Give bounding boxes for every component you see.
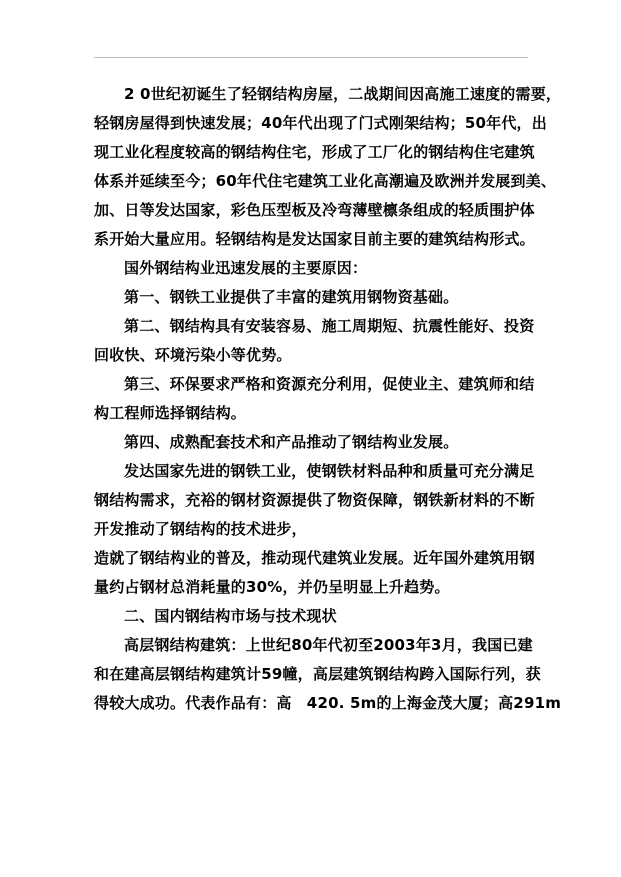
text-line: 2 0世纪初诞生了轻钢结构房屋，二战期间因高施工速度的需要， (124, 85, 562, 103)
text-line: 造就了钢结构业的普及，推动现代建筑业发展。近年国外建筑用钢 (94, 549, 535, 567)
text-line: 发达国家先进的钢铁工业，使钢铁材料品种和质量可充分满足 (124, 462, 535, 480)
text-line: 二、国内钢结构市场与技术现状 (124, 607, 337, 625)
text-line: 第二、钢结构具有安装容易、施工周期短、抗震性能好、投资 (124, 317, 535, 335)
text-line: 现工业化程度较高的钢结构住宅，形成了工厂化的钢结构住宅建筑 (94, 143, 535, 161)
text-line: 轻钢房屋得到快速发展；40年代出现了门式刚架结构；50年代，出 (94, 114, 547, 132)
header-rule (94, 57, 528, 58)
text-line: 和在建高层钢结构建筑计59幢，高层建筑钢结构跨入国际行列，获 (94, 665, 541, 683)
text-line: 构工程师选择钢结构。 (94, 404, 247, 422)
text-line: 第三、环保要求严格和资源充分利用，促使业主、建筑师和结 (124, 375, 535, 393)
document-body (94, 80, 562, 718)
text-line: 国外钢结构业迅速发展的主要原因： (124, 259, 368, 277)
text-line: 加、日等发达国家，彩色压型板及冷弯薄壁檩条组成的轻质围护体 (94, 201, 535, 219)
text-line: 开发推动了钢结构的技术进步， (94, 520, 307, 538)
text-line: 第四、成熟配套技术和产品推动了钢结构业发展。 (124, 433, 459, 451)
text-line: 体系并延续至今；60年代住宅建筑工业化高潮遍及欧洲并发展到美、 (94, 172, 557, 190)
text-line: 系开始大量应用。轻钢结构是发达国家目前主要的建筑结构形式。 (94, 230, 535, 248)
text-line: 回收快、环境污染小等优势。 (94, 346, 292, 364)
text-line: 钢结构需求，充裕的钢材资源提供了物资保障，钢铁新材料的不断 (94, 491, 535, 509)
text-line: 量约占钢材总消耗量的30%，并仍呈明显上升趋势。 (94, 578, 450, 596)
text-line: 高层钢结构建筑：上世纪80年代初至2003年3月，我国已建 (124, 636, 533, 654)
text-line: 第一、钢铁工业提供了丰富的建筑用钢物资基础。 (124, 288, 459, 306)
text-line: 得较大成功。代表作品有：高 420. 5m的上海金茂大厦；高291m (94, 694, 562, 712)
